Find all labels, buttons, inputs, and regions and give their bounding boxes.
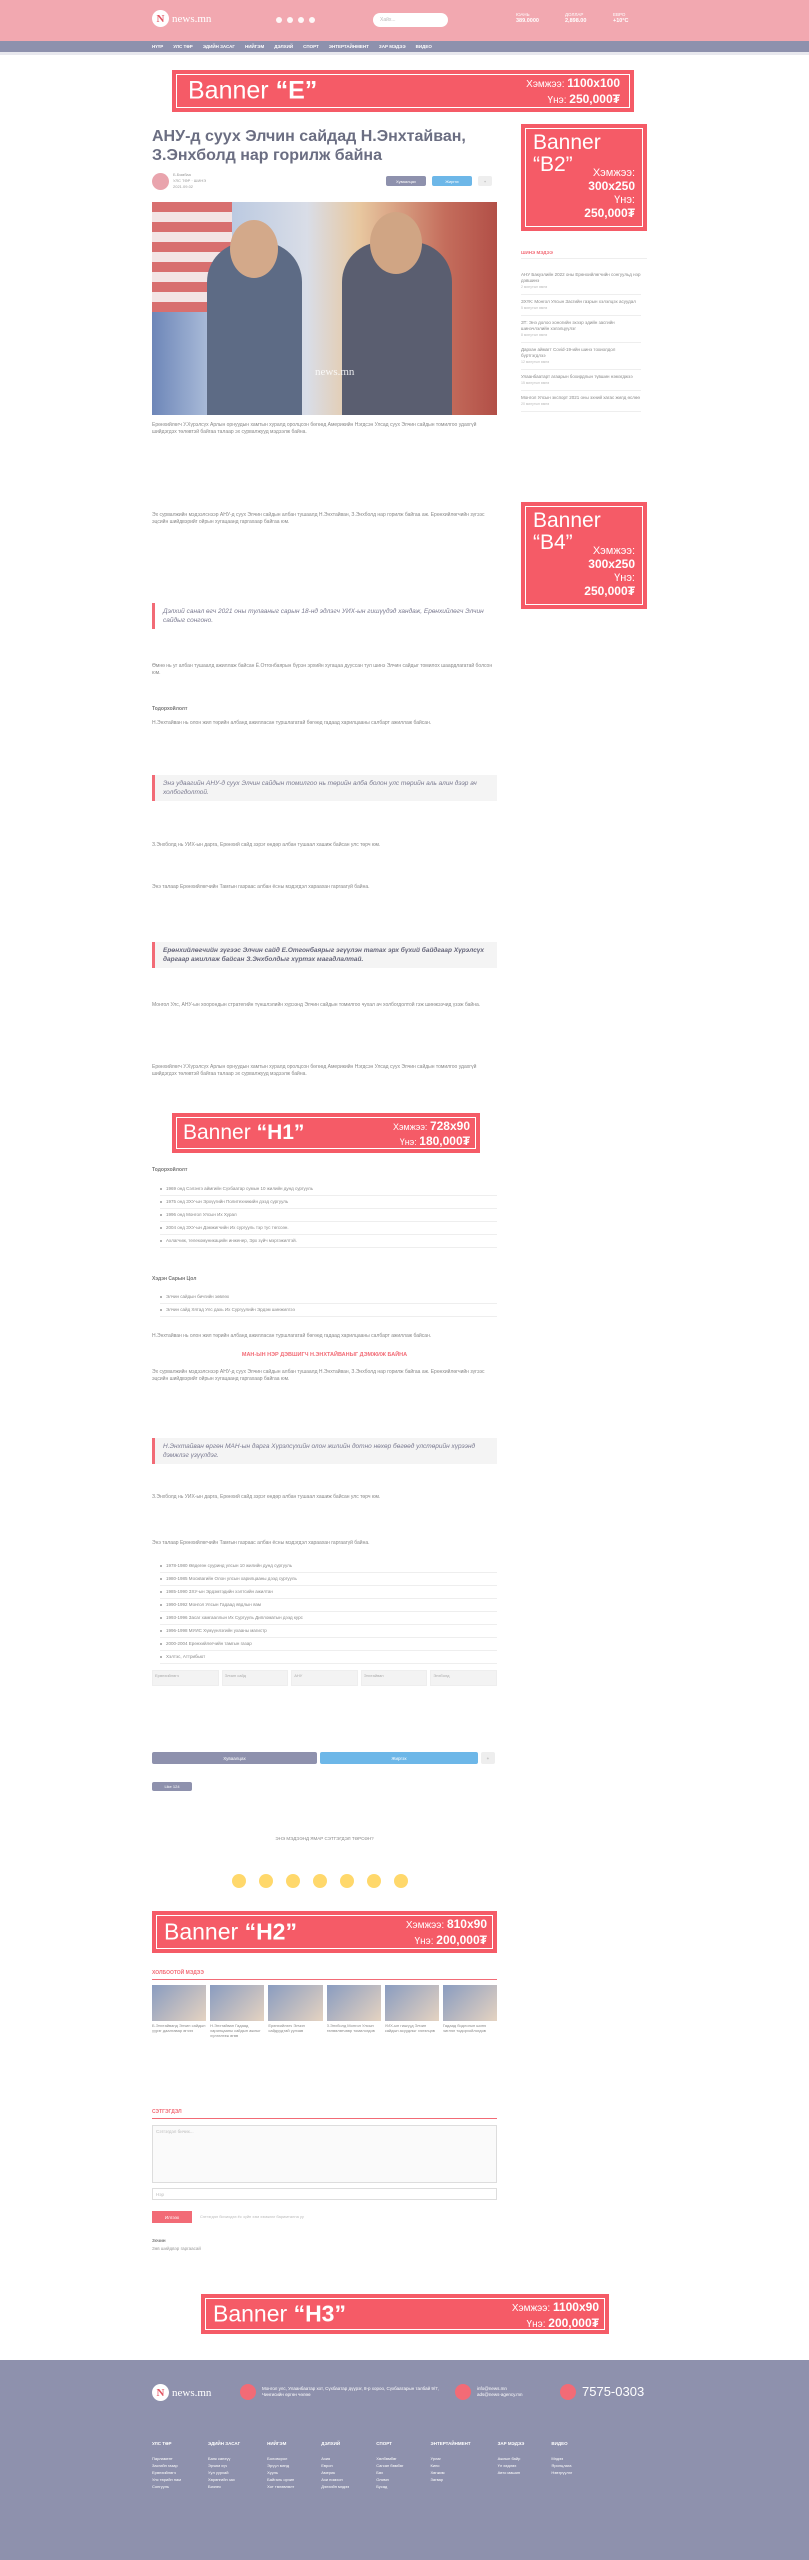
sidebar-news-item[interactable]: ЗХҮК: Монгол Улсын Засгийн газрын хэлэлцэх асуудал 5 минутын өмнө [521,295,641,316]
nav-society[interactable]: НИЙГЭМ [244,44,265,49]
banner-h3-spec: Хэмжээ: 1100x90 Үнэ: 200,000₮ [511,2300,599,2330]
banner-e[interactable] [172,70,634,112]
reaction-poop-icon[interactable] [394,1874,408,1888]
related-item[interactable]: З.Энхболд Монгол Улсын төлөөлөгчөөр томилогдов [327,1985,381,2051]
article-paragraph: З.Энхболд нь УИХ-ын дарга, Ерөнхий сайд зэрэг өндөр албан тушаал хашиж байсан улс төрч юм. [152,842,381,848]
article-meta [152,172,206,190]
social-links [276,17,315,23]
banner-b2[interactable] [521,124,647,231]
nav-entertainment[interactable]: ЭНТЕРТАЙНМЕНТ [328,44,369,49]
footer-link[interactable]: Мэдээ [551,2456,564,2461]
bio-list [160,1291,497,1317]
banner-e-spec: Хэмжээ: 1100x100 Үнэ: 250,000₮ [526,76,620,106]
footer-link[interactable]: Улс төрийн нам [152,2477,181,2482]
related-item[interactable]: Н.Энхтайван Гадаад харилцааны сайдын ажлыг хүлээлгэж өгөв [210,1985,264,2051]
sidebar-news-item[interactable]: Улаанбаатарт агаарын бохирдлын түвшин нэмэгджээ 15 минутын өмнө [521,370,641,391]
footer-phone[interactable]: 7575-0303 [560,2384,644,2400]
related-title: ХОЛБООТОЙ МЭДЭЭ [152,1970,497,1980]
related-list [152,1985,497,2051]
list-item: 2000-2004 Ерөнхийлөгчийн тамгын газар [160,1638,497,1651]
photo-watermark: news.mn [315,366,355,378]
footer-link[interactable]: Авто машин [497,2470,521,2475]
related-image [385,1985,439,2021]
article-paragraph: Монгол Улс, АНУ-ын хоорондын стратегийн түншлэлийн хүрээнд Элчин сайдын томилгоо чухал ач холбогдолтой гэж шинжээчид үзэж байна. [152,1002,481,1008]
search-input[interactable]: Хайх... [373,13,448,27]
sidebar-news-item[interactable]: Дархан аймагт Covid-19-ийн шинэ тохиолдол бүртгэгдлээ 12 минутын өмнө [521,343,641,370]
section-subtitle: Хэдэн Сарын Цол [152,1276,197,1282]
related-item[interactable]: Гадаад бодлогын шинэ чиглэл тодорхойлогдов [443,1985,497,2051]
logo-icon: N [152,10,169,27]
footer-link[interactable]: Нэвтрүүлэг [551,2470,573,2475]
sidebar-news-list [521,268,641,412]
nav-home[interactable]: НҮҮР [152,44,164,49]
main-nav [0,41,809,52]
list-item: Хэлтэс, Аттрибьют [160,1651,497,1664]
like-button[interactable]: Like 124 [152,1782,192,1791]
banner-h1-spec: Хэмжээ: 728x90 Үнэ: 180,000₮ [392,1119,470,1148]
reaction-angry-icon[interactable] [367,1874,381,1888]
footer [0,2360,809,2560]
footer-link[interactable]: Дэлхийн мэдээ [321,2484,350,2489]
comment-author: Зочин [152,2238,166,2243]
footer-link[interactable]: Загвар [430,2477,444,2482]
article-quote: Энэ удаагийн АНУ-д суух Элчин сайдын томилгоо нь төрийн алба болон улс төрийн аль алин дээр ач холбогдолтой. [152,775,497,801]
banner-h2[interactable] [152,1911,497,1953]
footer-email[interactable]: info@news.mn ads@news-agency.mn [455,2384,523,2400]
footer-link[interactable]: Хөгжим [430,2470,445,2475]
list-item: Ахлагчиж, телекомуникацийн инженер, Эрх зүйч мэргэжилтэй. [160,1235,497,1248]
article-paragraph: Энэ талаар Ерөнхийлөгчийн Тамгын газраас албан ёсны мэдэгдэл хараахан гаргаагүй байна. [152,1540,370,1546]
author-avatar [152,173,169,190]
related-image [327,1985,381,2021]
reaction-title: ЭНЭ МЭДЭЭНД ЯМАР СЭТГЭГДЭЛ ТӨРСӨН? [275,1836,374,1841]
tag[interactable]: Элчин сайд [222,1670,289,1686]
article-title: АНУ-д суух Элчин сайдад Н.Энхтайван, З.Энхболд нар горилж байна [152,128,466,164]
article-paragraph: Энэ талаар Ерөнхийлөгчийн Тамгын газраас албан ёсны мэдэгдэл хараахан гаргаагүй байна. [152,884,370,890]
nav-economy[interactable]: ЭДИЙН ЗАСАГ [202,44,235,49]
mail-icon [455,2384,471,2400]
article-quote: Дэлхий санал өгч 2021 оны тулааныг сарын 18-нд эдлэгч УИХ-ын гишүүдэд хандаж, Ерөнхийлөгч Элчин сайдыг сонгоно. [152,603,497,629]
section-subtitle: Тодорхойлолт [152,706,188,712]
footer-link[interactable]: Хөрөнгийн зах [207,2477,235,2482]
footer-link[interactable]: Уул уурхай [207,2470,229,2475]
article-paragraph: З.Энхболд нь УИХ-ын дарга, Ерөнхий сайд зэрэг өндөр албан тушаал хашиж байсан улс төрч юм. [152,1494,381,1500]
footer-link[interactable]: Хууль [267,2470,279,2475]
related-item[interactable]: Б.Энхтайванд Элчин сайдын үүрэг даалгавар өгчээ [152,1985,206,2051]
banner-h1-name: Banner “H1” [183,1121,305,1144]
footer-link[interactable]: Эрүүл мэнд [267,2463,290,2468]
footer-link[interactable]: Бөх [376,2470,384,2475]
list-item: 1980-1985 Москвагийн Олон улсын харилцааны дээд сургууль [160,1573,497,1586]
rate-usd: ДОЛЛАР 2,898.00 [565,12,587,24]
top-header [0,0,809,41]
footer-link[interactable]: Хөлбөмбөг [376,2456,397,2461]
footer-link[interactable]: Засгийн газар [152,2463,178,2468]
banner-h2-spec: Хэмжээ: 810x90 Үнэ: 200,000₮ [405,1917,487,1947]
banner-b4-spec: Хэмжээ: 300x250 Үнэ: 250,000₮ [584,545,635,598]
bio-list [160,1183,497,1248]
author-name[interactable]: Б.Бямбаа [173,172,191,177]
sidebar-tabs[interactable]: ШИНЭ МЭДЭЭ [521,250,647,259]
footer-link[interactable]: Байгаль орчин [267,2477,295,2482]
related-image [152,1985,206,2021]
article-paragraph: Эх сурвалжийн мэдээлснээр АНУ-д суух Элчин сайдын албан тушаалд Н.Энхтайван, З.Энхболд нар горилж байгаа аж. Ерөнхийлөгчийн зүгээс эцсийн шийдвэрийг ойрын хугацаанд гаргахаар байгаа юм. [152,512,485,525]
location-icon [240,2384,256,2400]
list-item: 1985-1990 ЗХУ-ын Эрдэмтэдийн хэлтсийн ажилтан [160,1586,497,1599]
banner-b4[interactable] [521,502,647,609]
footer-link[interactable]: Бусад [376,2484,388,2489]
share-twitter-button[interactable]: Жиргэх [432,176,472,186]
footer-link[interactable]: Боловсрол [267,2456,288,2461]
red-subtitle: МАН-ЫН НЭР ДЭВШИГЧ Н.ЭНХТАЙВАНЫГ ДЭМЖИЖ БАЙНА [241,1352,408,1358]
article-category[interactable]: УЛС ТӨР · ШИНЭ [173,178,207,183]
reaction-wow-icon[interactable] [313,1874,327,1888]
comment-submit-button[interactable]: Илгээх [152,2211,192,2223]
more-share-button[interactable]: + [478,176,492,186]
instagram-icon[interactable] [309,17,315,23]
list-item: 1996 онд Монгол Улсын Их Хурал [160,1209,497,1222]
banner-b2-spec: Хэмжээ: 300x250 Үнэ: 250,000₮ [584,167,635,220]
related-item[interactable]: УИХ-ын гишүүд Элчин сайдын асуудлыг хэлэлцэв [385,1985,439,2051]
reaction-sad-icon[interactable] [340,1874,354,1888]
reaction-love-icon[interactable] [259,1874,273,1888]
nav-ads[interactable]: ЗАР МЭДЭЭ [378,44,406,49]
article-paragraph: Ерөнхийлөгч У.Хүрэлсүх Арлын орнуудын хамтын хуралд оролцсон бөгөөд Америкийн Нэгдсэн Улсад суух Элчин сайдын томилгоо удахгүй шийдэгдэх төлөвтэй байгаа талаар эх сурвалжууд мэдээлж байна. [152,422,477,435]
footer-link[interactable]: Кино [430,2463,440,2468]
share-facebook-bar[interactable]: Хуваалцах [152,1752,317,1764]
share-facebook-button[interactable]: Хуваалцах [386,176,426,186]
tag[interactable]: Ерөнхийлөгч [152,1670,219,1686]
footer-link[interactable]: Олимп [376,2477,389,2482]
banner-h2-name: Banner “H2” [164,1918,297,1945]
site-logo[interactable] [152,10,211,27]
nav-sport[interactable]: СПОРТ [303,44,319,49]
footer-link[interactable]: Азия [321,2456,331,2461]
section-subtitle: Тодорхойлолт [152,1167,188,1173]
footer-link[interactable]: Үл хөдлөх [497,2463,517,2468]
tag[interactable]: Энхболд [430,1670,497,1686]
footer-link[interactable]: Ярилцлага [551,2463,572,2468]
comment-text: Зөв шийдвэр гаргаасай [152,2246,201,2251]
more-share-bar[interactable]: + [481,1752,495,1764]
article-paragraph: Ерөнхийлөгч У.Хүрэлсүх Арлын орнуудын хамтын хуралд оролцсон бөгөөд Америкийн Нэгдсэн Улсад суух Элчин сайдын томилгоо удахгүй шийдэгдэх төлөвтэй байгаа талаар эх сурвалжууд мэдээлж байна. [152,1064,477,1077]
twitter-icon[interactable] [287,17,293,23]
related-item[interactable]: Ерөнхийлөгч Элчин сайдуудтай уулзав [268,1985,322,2051]
banner-h1[interactable] [172,1113,480,1153]
article-quote: Ерөнхийлөгчийн зүгээс Элчин сайд Е.Отгонбаярыг эгүүлэн татах эрх бүхий байдгаар Хүрэлсүх даргаар ажиллаж байсан З.Энхболдыг хүртэх магадлалтай. [152,942,497,968]
comment-textarea[interactable]: Сэтгэгдэл бичих... [152,2125,497,2183]
nav-video[interactable]: ВИДЕО [415,44,432,49]
list-item: 1993-1996 Засаг хамгааллын Их Сургууль Дипломатын дээд курс [160,1612,497,1625]
footer-link[interactable]: Парламент [152,2456,173,2461]
list-item: 2004 онд ЗХУ-ын Дэмжигчийн Их сургууль тэр тус төгссөн. [160,1222,497,1235]
related-image [443,1985,497,2021]
footer-link[interactable]: Банк санхүү [207,2456,231,2461]
footer-link[interactable]: Ази номхон [321,2477,343,2482]
banner-b4-name: Banner “B4” [533,509,601,554]
footer-link[interactable]: Эрчим хүч [207,2463,228,2468]
rate-cny: ЮАНЬ 389.0000 [516,12,539,24]
logo-icon: N [152,2384,169,2401]
nav-divider [0,52,809,55]
footer-link[interactable]: Ерөнхийлөгч [152,2470,176,2475]
banner-h3[interactable] [201,2294,609,2334]
bio-list [160,1560,497,1664]
list-item: 1975 онд ЗХУ-ын Эрхүүгийн Политехникийн дээд сургууль [160,1196,497,1209]
footer-link[interactable]: Сагсан бөмбөг [376,2463,404,2468]
article-paragraph: Эх сурвалжийн мэдээлснээр АНУ-д суух Элчин сайдын албан тушаалд Н.Энхтайван, З.Энхболд нар горилж байгаа аж. Ерөнхийлөгчийн зүгээс эцсийн шийдвэрийг ойрын хугацаанд гаргахаар байгаа юм. [152,1369,485,1382]
phone-icon [560,2384,576,2400]
footer-link[interactable]: Урлаг [430,2456,441,2461]
article-photo [152,202,497,415]
footer-link[interactable]: Хот төлөвлөлт [267,2484,295,2489]
footer-link[interactable]: Ажлын байр [497,2456,521,2461]
article-paragraph: Өмнө нь уг албан тушаалд ажиллаж байсан Ё.Отгонбаярын бүрэн эрхийн хугацаа дууссан тул шинэ Элчин сайдыг томилох шаардлагатай болсон юм. [152,663,493,676]
list-item: Элчин сайдын бичгийн зөвлөх [160,1291,497,1304]
reaction-haha-icon[interactable] [286,1874,300,1888]
comments-title: СЭТГЭГДЭЛ [152,2109,497,2119]
sidebar-news-item[interactable]: ЗТ: Энэ долоо хоногийн эхээр эдийн засгийн шинэчлэлийн хэлэлцүүлэг 8 минутын өмнө [521,316,641,343]
footer-link[interactable]: Сонгууль [152,2484,170,2489]
reaction-like-icon[interactable] [232,1874,246,1888]
article-quote: Н.Энхтайван өргөн МАН-ын дарга Хүрэлсүхийн олон жилийн дотно нөхөр бөгөөд улстөрийн хүрээнд дэмжлэг үзүүлдэг. [152,1438,497,1464]
share-twitter-bar[interactable]: Жиргэх [320,1752,478,1764]
article-date: 2021.09.02 [173,184,194,189]
footer-address: Монгол улс, Улаанбаатар хот, Сүхбаатар дүүрэг, 8-р хороо, Сүхбаатарын талбай 9/7, Чингисийн өргөн чөлөө [240,2384,440,2400]
article-paragraph: Н.Энхтайван нь олон жил төрийн албанд ажилласан туршлагатай бөгөөд гадаад харилцааны салбарт ажиллаж байсан. [152,1333,432,1339]
banner-h3-name: Banner “H3” [213,2300,346,2327]
article-paragraph: Н.Энхтайван нь олон жил төрийн албанд ажилласан туршлагатай бөгөөд гадаад харилцааны салбарт ажиллаж байсан. [152,720,432,726]
logo-text: news.mn [172,12,212,25]
banner-b2-name: Banner “B2” [533,131,601,176]
footer-link[interactable]: Бизнес [207,2484,222,2489]
sidebar-news-item[interactable]: Монгол Улсын экспорт 2021 оны эхний хагас жилд өслөө 20 минутын өмнө [521,391,641,412]
banner-e-name: Banner “E” [188,76,318,105]
nav-politics[interactable]: УЛС ТӨР [173,44,193,49]
related-image [268,1985,322,2021]
sidebar-news-item[interactable]: АНУ Бакуэлийн 2022 оны Ерөнхийлөгчийн сонгуульд нэр дэвшинэ 2 минутын өмнө [521,268,641,295]
tag-list [152,1670,497,1686]
reaction-bar [232,1874,408,1888]
nav-world[interactable]: ДЭЛХИЙ [274,44,294,49]
footer-link[interactable]: Америк [321,2470,336,2475]
comment-name-input[interactable]: Нэр [152,2188,497,2200]
related-image [210,1985,264,2021]
comment-notice: Сэтгэгдэл бичихдээ ёс зүйн хэм хэмжээг баримтална уу [200,2214,304,2219]
list-item: Элчин сайд Хятад Улс дахь Их Сургуулийн Эрдэм шинжилгээ [160,1304,497,1317]
footer-columns: УЛС ТӨР Парламент Засгийн газар Ерөнхийлөгч Улс төрийн нам Сонгууль ЭДИЙН ЗАСАГ Банк санхүү Эрчим хүч Уул уурхай Хөрөнгийн зах Бизнес НИЙГЭМ Боловсрол Эрүүл мэнд Хууль Байгаль орчин Хот төлөвлөлт ДЭЛХИЙ Азия Европ Америк Ази номхон Дэлхийн мэдээ СПОРТ Хөлбөмбөг Сагсан бөмбөг Бөх Олимп Бусад ЭНТЕРТАЙНМЕНТ Урлаг Кино Хөгжим Загвар ЗАР МЭДЭЭ Ажлын байр Үл хөдлөх Авто машин ВИДЕО Мэдээ Ярилцлага Нэвтрүүлэг [152,2441,573,2489]
tag[interactable]: АНУ [291,1670,358,1686]
list-item: 1978-1980 Өвдөгөн сууринд улсын 10 жилийн дунд сургууль [160,1560,497,1573]
list-item: 1990-1992 Монгол Улсын Гадаад явдлын яам [160,1599,497,1612]
footer-link[interactable]: Европ [321,2463,333,2468]
tag[interactable]: Энхтайван [361,1670,428,1686]
footer-logo[interactable]: N news.mn [152,2384,211,2401]
list-item: 1996-1998 МУИС Хүмүүнлэгийн ухааны магистр [160,1625,497,1638]
facebook-icon[interactable] [276,17,282,23]
youtube-icon[interactable] [298,17,304,23]
list-item: 1969 онд Сэлэнгэ аймгийн Сүхбаатар сумын 10 жилийн дунд сургууль [160,1183,497,1196]
rate-weather: ЕВРО +10°C [613,12,629,24]
